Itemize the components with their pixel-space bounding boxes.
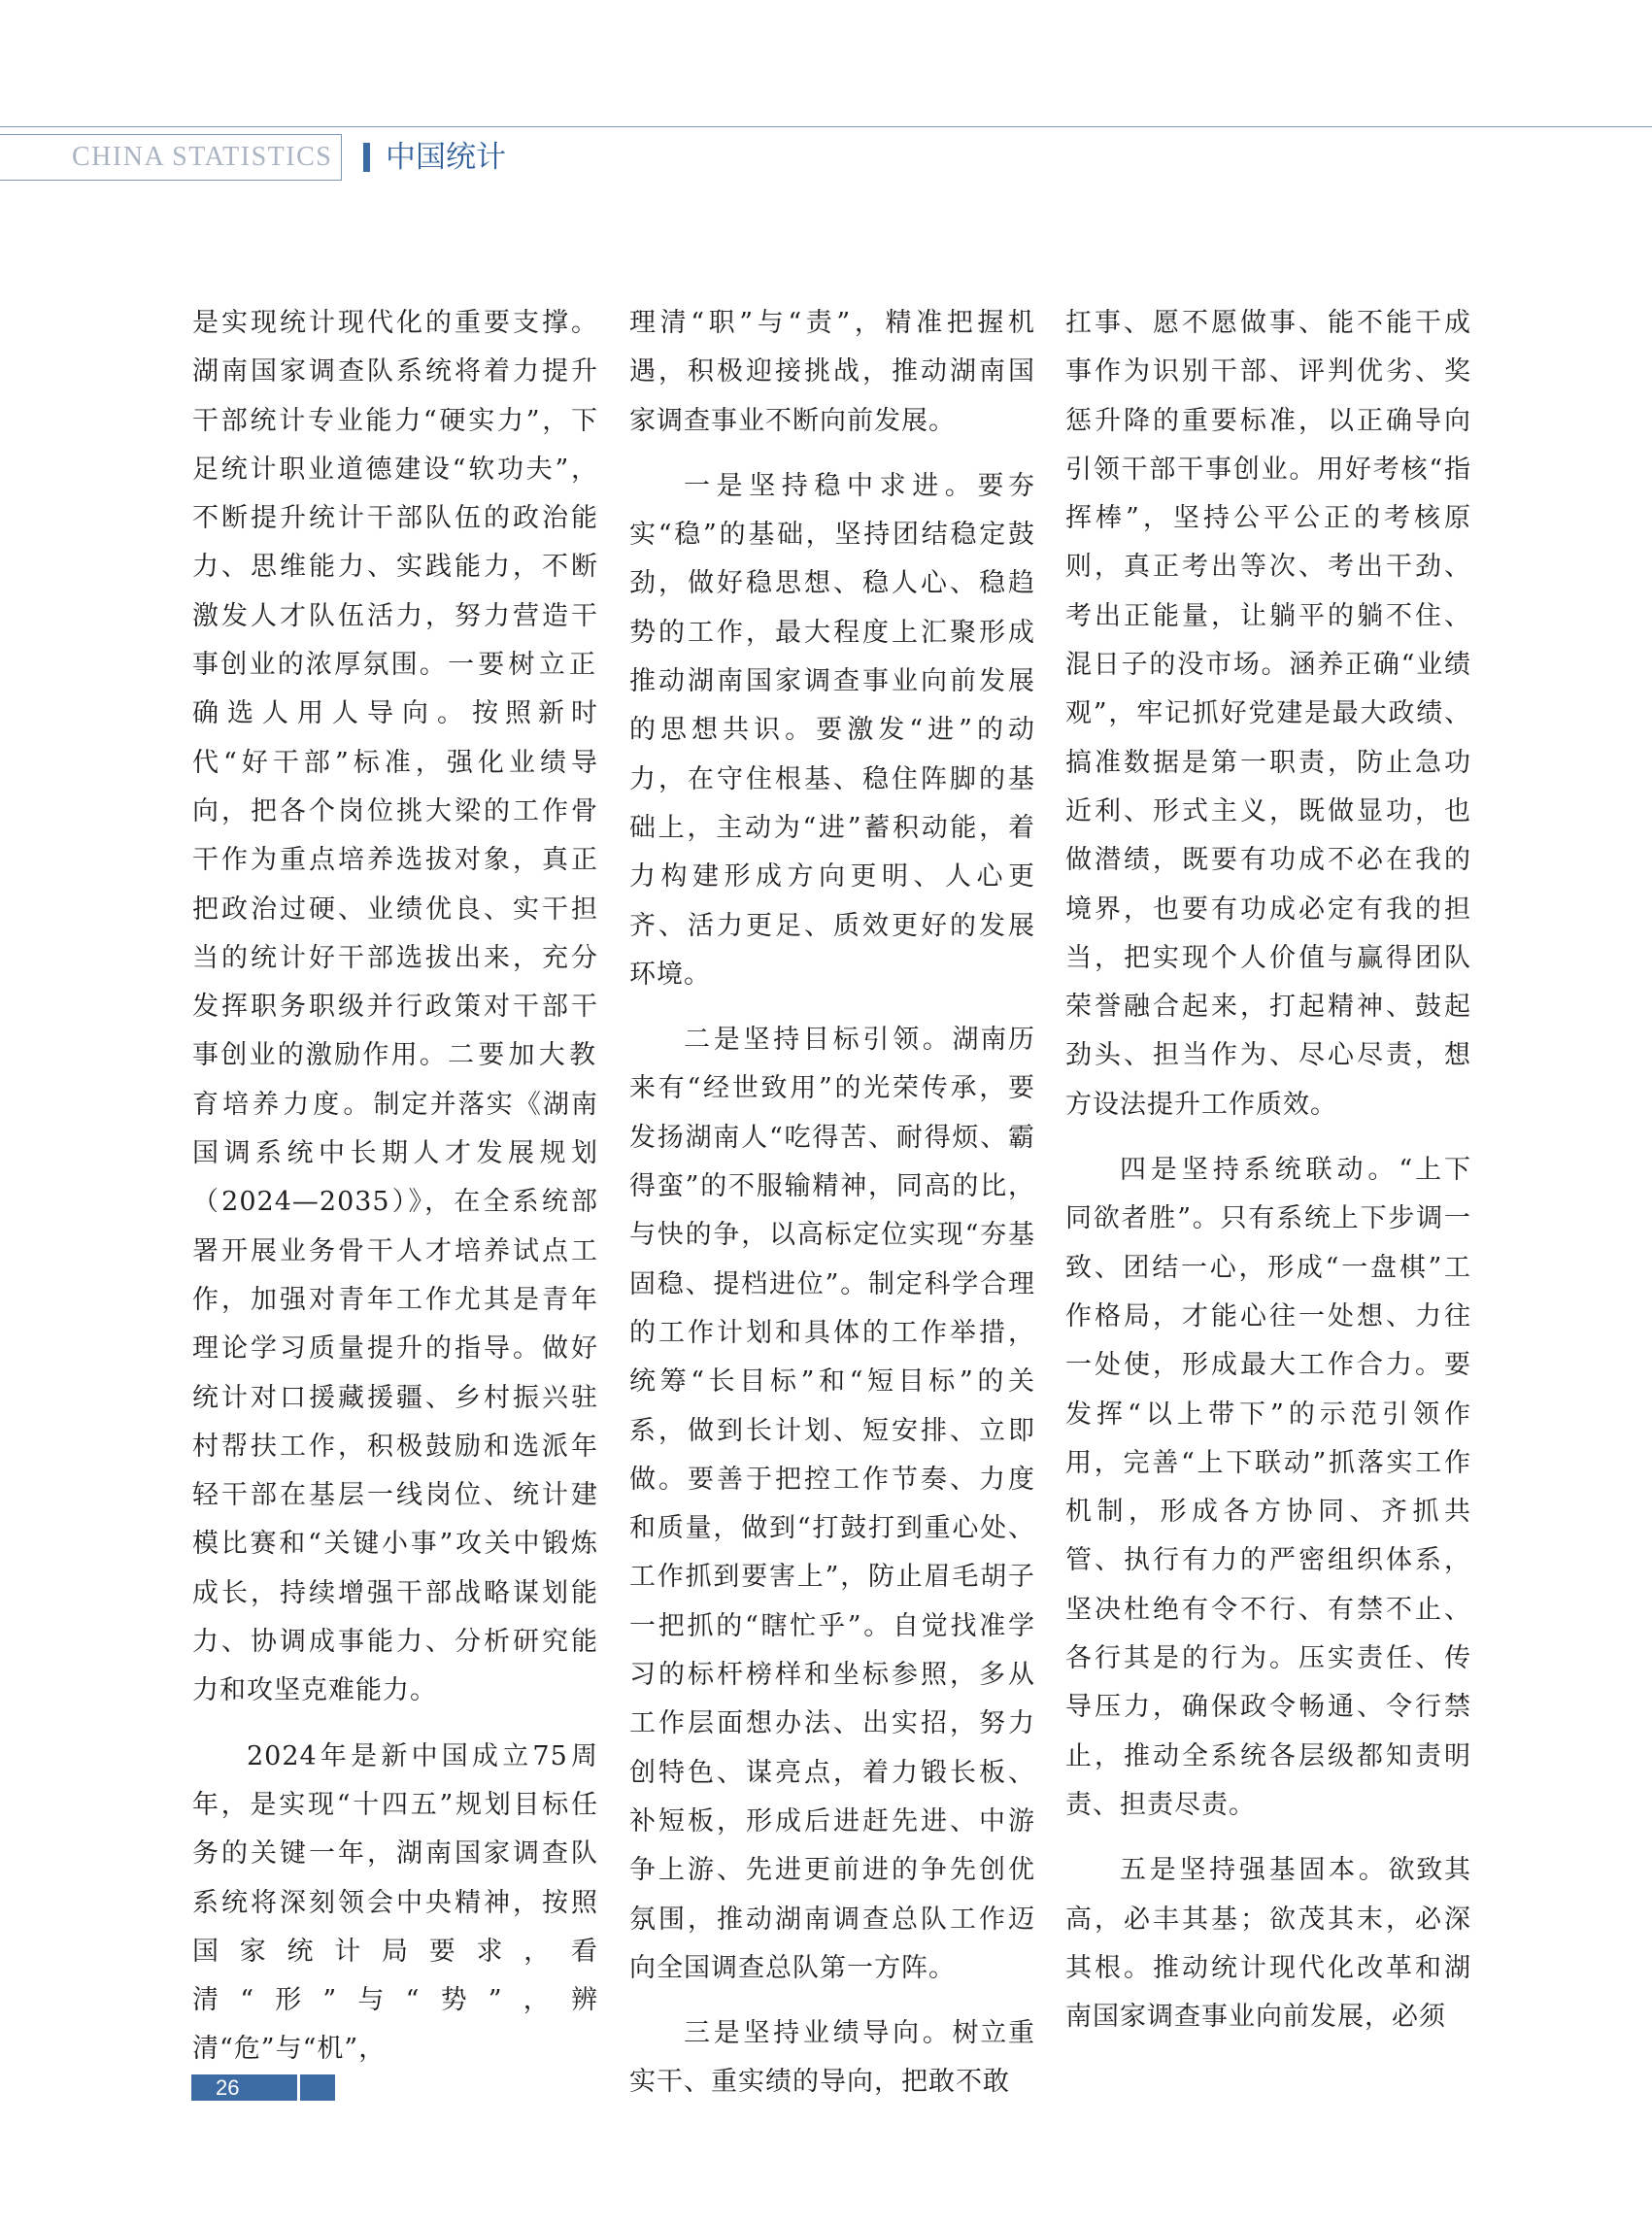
header-rule	[0, 126, 1652, 127]
paragraph-text: 2024年是新中国成立75周年，是实现“十四五”规划目标任务的关键一年，湖南国家调查队系统将深刻领会中央精神，按照国家统计局要求，看清“形”与“势”，辨清“危”与“机”，	[192, 1740, 598, 2065]
paragraph	[629, 2009, 1035, 2107]
paragraph	[1065, 1846, 1471, 2041]
paragraph-text: 要夯实“稳”的基础，坚持团结稳定鼓劲，做好稳思想、稳人心、稳趋势的工作，最大程度上汇聚形成推动湖南国家调查事业向前发展的思想共识。要激发“进”的动力，在守住根基、稳住阵脚的基础上，主动为“进”蓄积动能，着力构建形成方向更明、人心更齐、活力更足、质效更好的发展环境。	[629, 470, 1036, 990]
paragraph-lead: 五是坚持强基固本。	[1120, 1855, 1389, 1886]
paragraph	[1065, 299, 1471, 1129]
text-column-3	[1065, 299, 1471, 2058]
paragraph	[629, 1016, 1035, 1993]
paragraph	[192, 1733, 598, 2074]
page-number-bar	[191, 2074, 335, 2101]
text-column-1	[192, 299, 598, 2091]
paragraph-lead: 二是坚持目标引领。	[684, 1025, 953, 1056]
paragraph-lead: 一是坚持稳中求进。	[684, 470, 978, 501]
header-accent-bar	[363, 143, 370, 172]
paragraph-text: 理清“职”与“责”，精准把握机遇，积极迎接挑战，推动湖南国家调查事业不断向前发展。	[629, 308, 1035, 436]
paragraph-lead: 三是坚持业绩导向。	[684, 2018, 953, 2049]
paragraph-text: 是实现统计现代化的重要支撑。湖南国家调查队系统将着力提升干部统计专业能力“硬实力”，下足统计职业道德建设“软功夫”，不断提升统计干部队伍的政治能力、思维能力、实践能力，不断激发人才队伍活力，努力营造干事创业的浓厚氛围。	[192, 308, 598, 681]
text-column-2	[629, 299, 1035, 2124]
paragraph-lead: 一要树立正确选人用人导向。	[192, 650, 599, 729]
header-english-title: CHINA STATISTICS	[72, 142, 333, 172]
page-number: 26	[216, 2075, 240, 2100]
paragraph-lead: 四是坚持系统联动。	[1120, 1155, 1399, 1186]
paragraph	[1065, 1146, 1471, 1830]
paragraph	[629, 299, 1035, 446]
paragraph-text: 扛事、愿不愿做事、能不能干成事作为识别干部、评判优劣、奖惩升降的重要标准，以正确导向引领干部干事创业。用好考核“指挥棒”，坚持公平公正的考核原则，真正考出等次、考出干劲、考出正能量，让躺平的躺不住、混日子的没市场。涵养正确“业绩观”，牢记抓好党建是最大政绩、搞准数据是第一职责，防止急功近利、形式主义，既做显功，也做潜绩，既要有功成不必在我的境界，也要有功成必定有我的担当，把实现个人价值与赢得团队荣誉融合起来，打起精神、鼓起劲头、担当作为、尽心尽责，想方设法提升工作质效。	[1065, 308, 1471, 1120]
paragraph-text: “上下同欲者胜”。只有系统上下步调一致、团结一心，形成“一盘棋”工作格局，才能心往一处想、力往一处使，形成最大工作合力。要发挥“以上带下”的示范引领作用，完善“上下联动”抓落实工作机制，形成各方协同、齐抓共管、执行有力的严密组织体系，坚决杜绝有令不行、有禁不止、各行其是的行为。压实责任、传导压力，确保政令畅通、令行禁止，推动全系统各层级都知责明责、担责尽责。	[1065, 1155, 1471, 1820]
page-number-divider	[297, 2074, 300, 2101]
paragraph-lead: 二要加大教育培养力度。	[192, 1040, 599, 1120]
paragraph-text: 制定并落实《湖南国调系统中长期人才发展规划（2024—2035）》，在全系统部署开展业务骨干人才培养试点工作，加强对青年工作尤其是青年理论学习质量提升的指导。做好统计对口援藏援疆、乡村振兴驻村帮扶工作，积极鼓励和选派年轻干部在基层一线岗位、统计建模比赛和“关键小事”攻关中锻炼成长，持续增强干部战略谋划能力、协调成事能力、分析研究能力和攻坚克难能力。	[192, 1089, 599, 1706]
paragraph-text: 湖南历来有“经世致用”的光荣传承，要发扬湖南人“吃得苦、耐得烦、霸得蛮”的不服输精神，同高的比，与快的争，以高标定位实现“夯基固稳、提档进位”。制定科学合理的工作计划和具体的工作举措，统筹“长目标”和“短目标”的关系，做到长计划、短安排、立即做。要善于把控工作节奏、力度和质量，做到“打鼓打到重心处、工作抓到要害上”，防止眉毛胡子一把抓的“瞎忙乎”。自觉找准学习的标杆榜样和坐标参照，多从工作层面想办法、出实招，努力创特色、谋亮点，着力锻长板、补短板，形成后进赶先进、中游争上游、先进更前进的争先创优氛围，推动湖南调查总队工作迈向全国调查总队第一方阵。	[629, 1025, 1036, 1983]
paragraph	[629, 462, 1035, 999]
header-chinese-title: 中国统计	[386, 140, 506, 175]
paragraph-text: 按照新时代“好干部”标准，强化业绩导向，把各个岗位挑大梁的工作骨干作为重点培养选拔对象，真正把政治过硬、业绩优良、实干担当的统计好干部选拔出来，充分发挥职务职级并行政策对干部干事创业的激励作用。	[192, 698, 598, 1071]
paragraph-text: 欲致其高，必丰其基；欲茂其末，必深其根。推动统计现代化改革和湖南国家调查事业向前发展，必须	[1065, 1855, 1472, 2033]
paragraph-text: 树立重实干、重实绩的导向，把敢不敢	[629, 2018, 1036, 2098]
paragraph	[192, 299, 598, 1716]
